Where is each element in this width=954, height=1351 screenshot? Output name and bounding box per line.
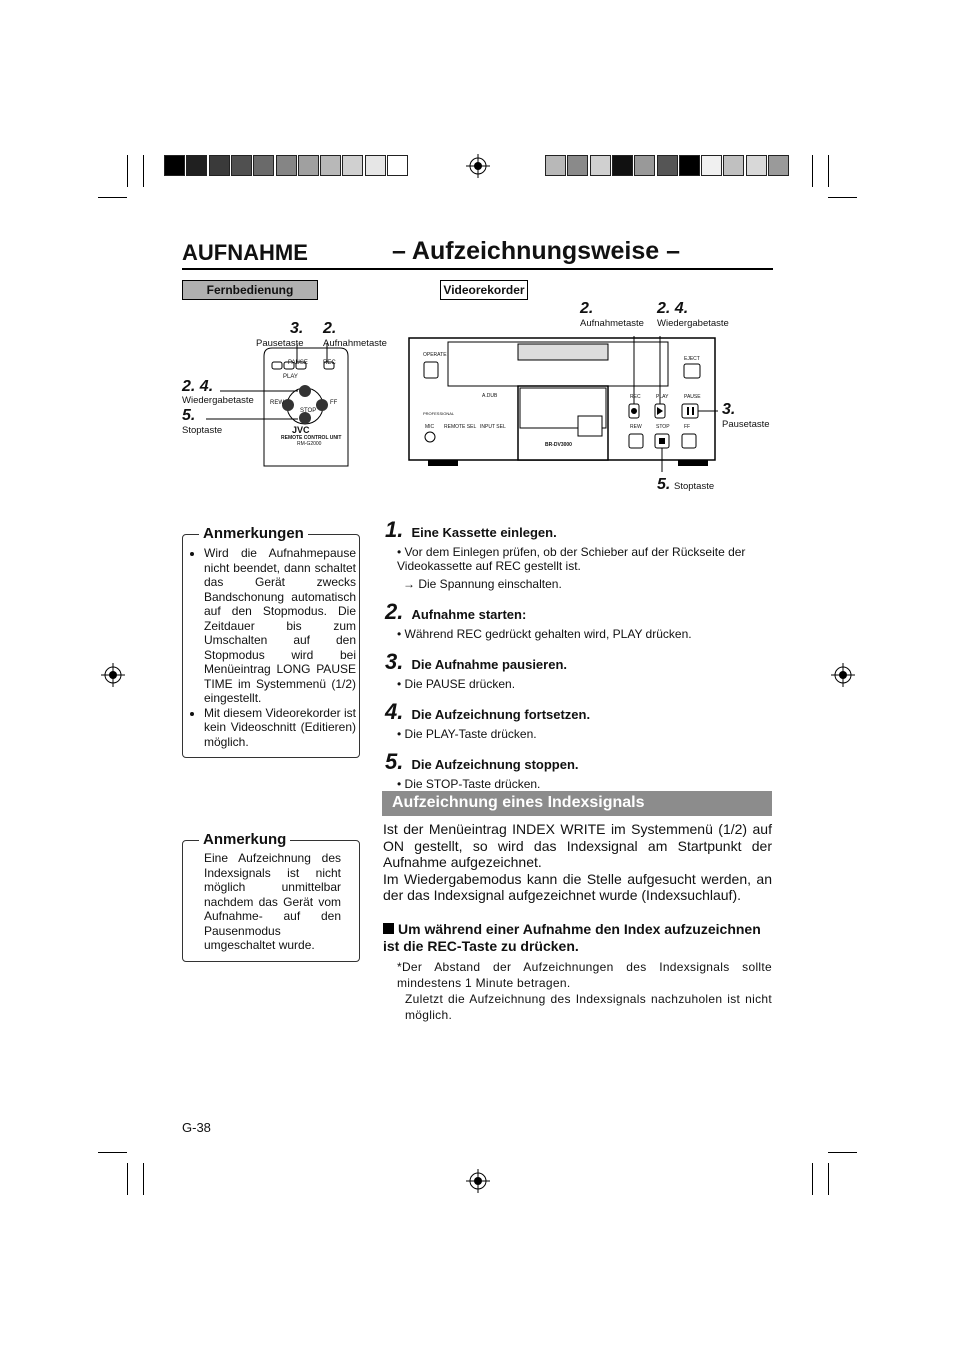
remote-callout-5-num: 5. <box>182 407 196 424</box>
rec-callout-24-text: Wiedergabetaste <box>657 318 729 329</box>
crop-mark <box>828 1163 829 1195</box>
color-swatch <box>253 155 274 176</box>
index-instruction: Um während einer Aufnahme den Index aufzuzeichnen ist die REC-Taste zu drücken. <box>383 921 761 954</box>
video-recorder-diagram <box>408 336 718 472</box>
remote-label: Fernbedienung <box>182 280 318 300</box>
color-swatch <box>768 155 789 176</box>
remote-play-icon <box>299 385 311 397</box>
recorder-label: Videorekorder <box>440 280 528 300</box>
square-bullet-icon <box>383 923 394 934</box>
crop-mark <box>127 1163 128 1195</box>
remote-callout-3-text: Pausetaste <box>256 338 304 349</box>
pause-label: PAUSE <box>684 394 701 400</box>
color-swatch <box>365 155 386 176</box>
steps <box>385 517 777 791</box>
rec-label: REC <box>630 394 641 400</box>
index-para-1: Ist der Menüeintrag INDEX WRITE im Systemmenü (1/2) auf ON gestellt, so wird das Indexsignal am Startpunkt der Aufnahme aufgezeichnet. <box>383 821 772 870</box>
color-swatch <box>298 155 319 176</box>
rec-callout-3-text: Pausetaste <box>722 419 770 430</box>
ff-button <box>682 434 696 448</box>
color-swatch <box>186 155 207 176</box>
color-swatch <box>320 155 341 176</box>
stop-label: STOP <box>656 424 670 430</box>
step-5: 5. Die Aufzeichnung stoppen. • Die STOP-Taste drücken. <box>385 749 579 791</box>
remote-rew-label: REW <box>270 400 284 406</box>
color-swatch <box>590 155 611 176</box>
eject-button <box>684 364 700 378</box>
note-item: • Mit diesem Videorekorder ist kein Videoschnitt (Editieren) möglich. <box>204 706 356 750</box>
remote-ff-label: FF <box>330 400 338 406</box>
index-body <box>383 821 772 904</box>
notes-heading: Anmerkungen <box>199 525 308 542</box>
crop-mark <box>812 155 813 187</box>
color-swatch <box>545 155 566 176</box>
rew-label: REW <box>630 424 642 430</box>
color-swatch <box>164 155 185 176</box>
color-swatch <box>634 155 655 176</box>
color-swatch <box>276 155 297 176</box>
mic-jack <box>425 432 435 442</box>
page-subtitle: – Aufzeichnungsweise – <box>392 237 681 265</box>
rec-callout-2-num: 2. <box>580 300 594 317</box>
rec-callout-5-num: 5. <box>657 476 671 493</box>
color-swatch <box>723 155 744 176</box>
color-swatch <box>387 155 408 176</box>
pause-button <box>682 404 698 418</box>
crop-mark <box>127 155 128 187</box>
play-label: PLAY <box>656 394 669 400</box>
remote-callout-5-text: Stoptaste <box>182 425 223 436</box>
rec-callout-2-text: Aufnahmetaste <box>580 318 644 329</box>
page-title: AUFNAHME <box>182 240 308 265</box>
rec-icon <box>631 408 637 414</box>
remote-callout-3-num: 3. <box>290 320 304 337</box>
remote-sel-label: REMOTE SEL <box>444 424 477 430</box>
eject-label: EJECT <box>684 356 700 362</box>
remote-play-label: PLAY <box>283 374 298 380</box>
note-heading: Anmerkung <box>199 831 290 848</box>
page-number: G-38 <box>182 1120 211 1135</box>
page-header <box>182 237 773 270</box>
pause-icon <box>687 407 689 415</box>
rec-callout-3-num: 3. <box>722 401 736 418</box>
professional-label: PROFESSIONAL <box>423 411 455 416</box>
color-swatch <box>567 155 588 176</box>
remote-stop-label: STOP <box>300 408 317 414</box>
notes-list <box>190 546 356 749</box>
remote-callout-24-num: 2. 4. <box>182 378 214 395</box>
color-swatch <box>679 155 700 176</box>
rew-button <box>629 434 643 448</box>
crop-mark <box>812 1163 813 1195</box>
registration-mark-icon <box>466 1169 490 1193</box>
stop-icon <box>659 438 665 444</box>
rec-callout-5-text: Stoptaste <box>674 481 715 492</box>
registration-mark-icon <box>101 663 125 687</box>
recorder-model: BR-DV3000 <box>545 442 572 448</box>
color-swatch <box>612 155 633 176</box>
ff-label: FF <box>684 424 691 430</box>
crop-mark <box>828 155 829 187</box>
remote-model-code: RM-G2000 <box>297 441 322 447</box>
operate-label: OPERATE <box>423 352 447 358</box>
step-1: 1. Eine Kassette einlegen. • Vor dem Einlegen prüfen, ob der Schieber auf der Rückseite der Videokassette auf REC gestellt ist. → Die Spannung einschalten. <box>385 517 746 591</box>
color-swatch <box>701 155 722 176</box>
color-swatch <box>342 155 363 176</box>
remote-brand: JVC <box>292 425 310 435</box>
adub-label: A.DUB <box>482 393 498 399</box>
remote-ff-icon <box>316 399 328 411</box>
remote-model: REMOTE CONTROL UNIT <box>281 435 342 441</box>
remote-callout-2-text: Aufnahmetaste <box>323 338 387 349</box>
index-para-2: Im Wiedergabemodus kann die Stelle aufgesucht werden, an der das Indexsignal aufgezeichnet wurde (Indexsuchlauf). <box>383 870 772 903</box>
input-sel-label: INPUT SEL <box>480 424 506 430</box>
remote-callout-2-num: 2. <box>323 320 337 337</box>
mic-label: MIC <box>425 424 435 430</box>
color-swatch <box>209 155 230 176</box>
index-footnote: *Der Abstand der Aufzeichnungen des Indexsignals sollte mindestens 1 Minute betragen. Zuletzt die Aufzeichnung des Indexsignals nachzuholen ist nicht möglich. <box>397 960 772 1022</box>
step-2: 2. Aufnahme starten: • Während REC gedrückt gehalten wird, PLAY drücken. <box>385 599 692 641</box>
color-swatch <box>657 155 678 176</box>
note-item: • Wird die Aufnahmepause nicht beendet, dann schaltet das Gerät zwecks Bandschonung automatisch auf den Stopmodus. Die Zeitdauer bis zum Umschalten auf den Stopmodus wird bei Menüeintrag LONG PAUSE TIME im Systemmenü (1/2) eingestellt. <box>204 546 356 706</box>
crop-mark <box>143 155 144 187</box>
note-text: Eine Aufzeichnung des Indexsignals ist nicht möglich unmittelbar nachdem das Gerät vom Aufnahme- auf den Pausenmodus umgeschaltet wurde. <box>204 851 341 952</box>
crop-mark <box>828 1152 857 1153</box>
remote-rec-label: REC <box>323 360 336 366</box>
crop-mark <box>98 197 127 198</box>
color-swatch <box>746 155 767 176</box>
remote-callout-24-text: Wiedergabetaste <box>182 395 254 406</box>
step-4: 4. Die Aufzeichnung fortsetzen. • Die PLAY-Taste drücken. <box>385 699 591 741</box>
registration-mark-icon <box>831 663 855 687</box>
step-3: 3. Die Aufnahme pausieren. • Die PAUSE drücken. <box>385 649 568 691</box>
crop-mark <box>98 1152 127 1153</box>
crop-mark <box>143 1163 144 1195</box>
index-heading: Aufzeichnung eines Indexsignals <box>382 791 772 816</box>
operate-button <box>424 362 438 378</box>
remote-pause-label: PAUSE <box>288 360 308 366</box>
color-swatch <box>231 155 252 176</box>
registration-mark-icon <box>466 154 490 178</box>
rec-callout-24-num: 2. 4. <box>657 300 689 317</box>
crop-mark <box>828 197 857 198</box>
